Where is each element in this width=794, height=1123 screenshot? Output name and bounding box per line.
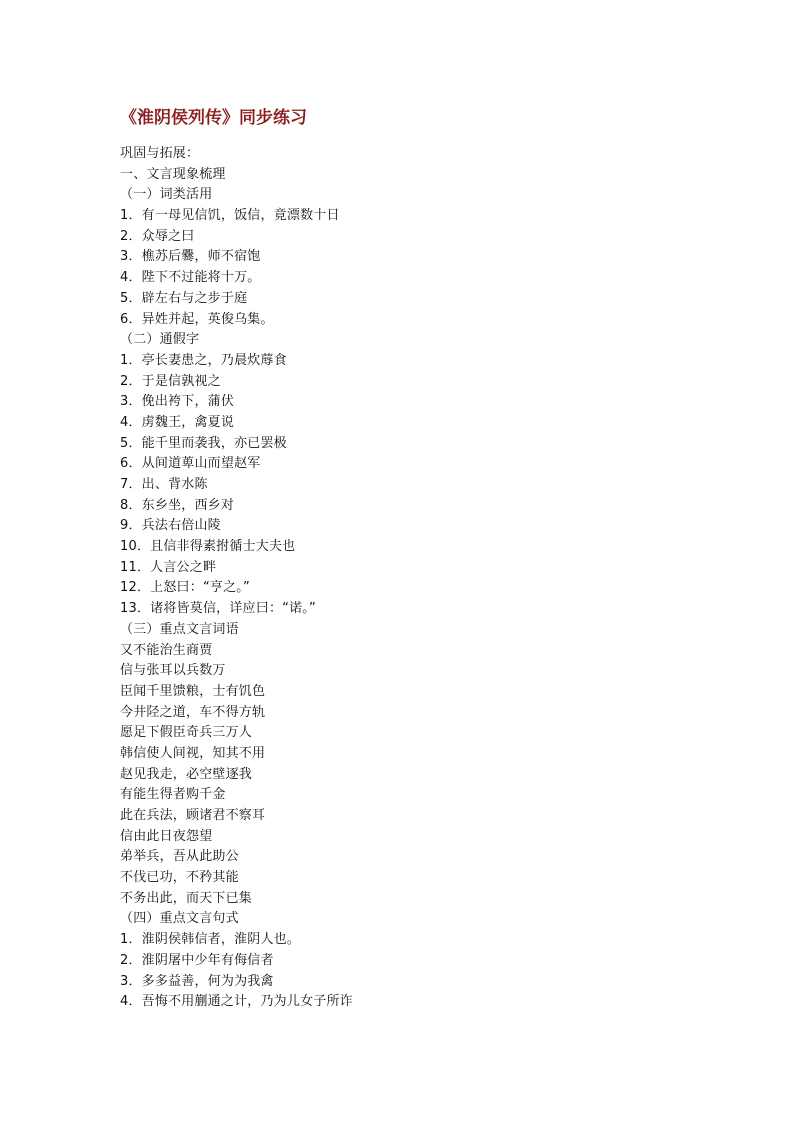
- text-line: 1．有一母见信饥，饭信，竟漂数十日: [120, 208, 340, 224]
- text-line: （三）重点文言词语: [120, 621, 239, 637]
- text-line: 不伐已功，不矜其能: [120, 870, 239, 886]
- document-page: [120, 104, 720, 1013]
- text-line: 4．吾悔不用蒯通之计，乃为儿女子所诈: [120, 994, 353, 1010]
- text-line: 2．于是信孰视之: [120, 373, 221, 389]
- text-line: 臣闻千里馈粮，士有饥色: [120, 683, 266, 699]
- text-line: 12．上怒曰：“亨之。”: [120, 580, 250, 596]
- text-line: 一、文言现象梳理: [120, 166, 226, 182]
- text-line: 5．辟左右与之步于庭: [120, 290, 248, 306]
- text-line: 4．陛下不过能将十万。: [120, 270, 261, 286]
- document-title: 《淮阴侯列传》同步练习: [120, 108, 307, 128]
- text-line: 有能生得者购千金: [120, 787, 226, 803]
- text-line: 3．俛出袴下，蒲伏: [120, 394, 235, 410]
- text-line: 11．人言公之畔: [120, 559, 217, 575]
- text-line: 不务出此，而天下已集: [120, 890, 253, 906]
- text-line: 6．异姓并起，英俊乌集。: [120, 311, 274, 327]
- text-line: 3．多多益善，何为为我禽: [120, 973, 274, 989]
- text-line: 7．出、背水陈: [120, 477, 208, 492]
- text-line: 此在兵法，顾诸君不察耳: [120, 808, 266, 823]
- text-line: 9．兵法右倍山陵: [120, 518, 221, 534]
- text-line: 巩固与拓展：: [120, 146, 200, 161]
- text-line: （四）重点文言句式: [120, 911, 239, 927]
- text-line: 6．从间道萆山而望赵军: [120, 456, 261, 472]
- text-line: 13．诸将皆莫信，详应曰：“诺。”: [120, 601, 316, 617]
- text-line: 2．众辱之曰: [120, 228, 195, 244]
- text-line: 5．能千里而袭我，亦已罢极: [120, 435, 287, 451]
- text-line: 1．亭长妻患之，乃晨炊蓐食: [120, 352, 287, 368]
- text-line: 1．淮阴侯韩信者，淮阴人也。: [120, 932, 301, 948]
- text-line: （一）词类活用: [120, 187, 213, 203]
- text-line: 8．东乡坐，西乡对: [120, 497, 235, 513]
- text-line: 韩信使人间视，知其不用: [120, 745, 266, 761]
- text-line: 弟举兵，吾从此助公: [120, 849, 239, 865]
- text-line: 愿足下假臣奇兵三万人: [120, 725, 253, 741]
- text-line: 信由此日夜怨望: [120, 828, 213, 844]
- text-line: （二）通假字: [120, 332, 200, 348]
- text-line: 3．樵苏后爨，师不宿饱: [120, 249, 261, 265]
- text-line: 2．淮阴屠中少年有侮信者: [120, 952, 274, 968]
- document-body: [120, 144, 720, 1013]
- text-line: 赵见我走，必空壁逐我: [120, 766, 253, 782]
- text-line: 信与张耳以兵数万: [120, 663, 226, 679]
- text-line: 又不能治生商贾: [120, 642, 213, 658]
- text-line: 10．且信非得素拊循士大夫也: [120, 539, 296, 555]
- text-line: 今井陉之道，车不得方轨: [120, 704, 266, 720]
- text-line: 4．虏魏王，禽夏说: [120, 414, 235, 430]
